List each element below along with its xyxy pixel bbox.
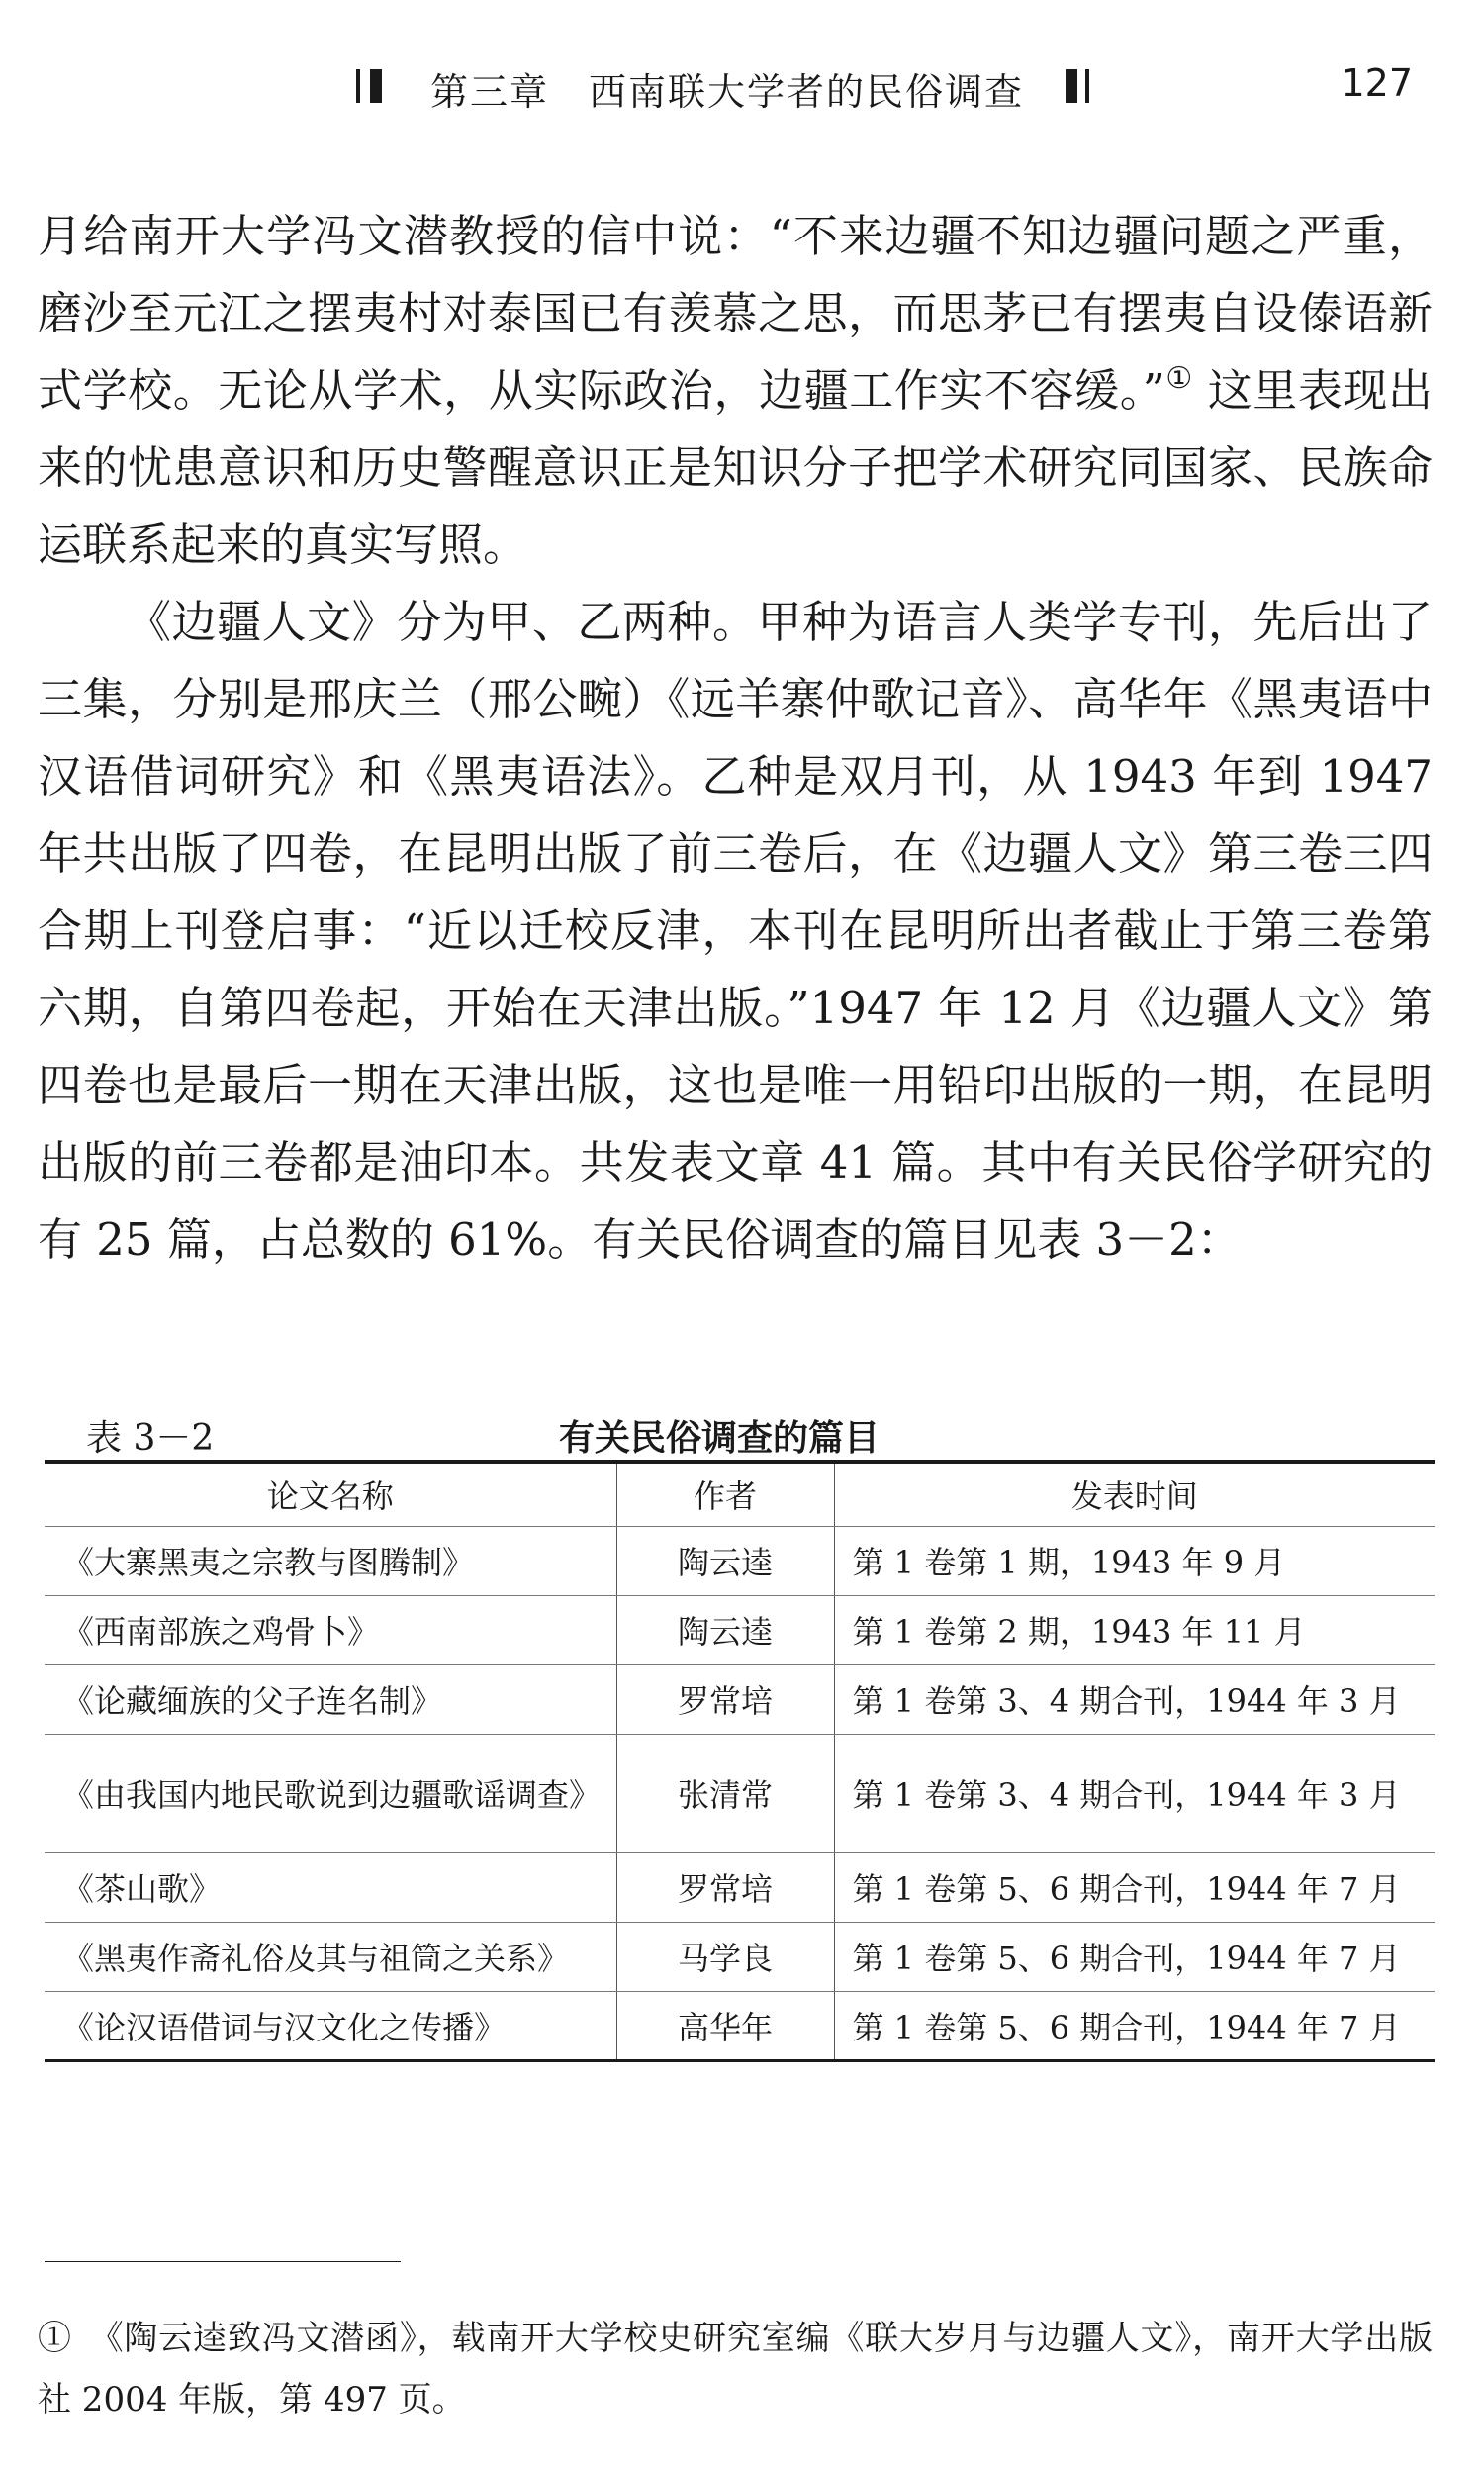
table-label: 表 3－2 bbox=[86, 1418, 215, 1459]
table-row bbox=[45, 1922, 1435, 1991]
cell-date: 第 1 卷第 5、6 期合刊，1944 年 7 月 bbox=[834, 1852, 1435, 1922]
cell-title: 《茶山歌》 bbox=[45, 1852, 616, 1922]
paragraph-1-text: 月给南开大学冯文潜教授的信中说：“不来边疆不知边疆问题之严重，磨沙至元江之摆夷村对泰国已有羡慕之思，而思茅已有摆夷自设傣语新式学校。无论从学术，从实际政治，边疆工作实不容缓。” bbox=[38, 210, 1433, 417]
chapter-title: 第三章 西南联大学者的民俗调查 bbox=[430, 70, 1025, 114]
paragraph-1-tail: 这里表现出来的忧患意识和历史警醒意识正是知识分子把学术研究同国家、民族命运联系起来的真实写照。 bbox=[38, 364, 1433, 571]
footnote-divider bbox=[45, 2261, 401, 2262]
table-row bbox=[45, 1852, 1435, 1922]
table-row bbox=[45, 1734, 1435, 1852]
footnote-reference[interactable]: ① bbox=[1164, 361, 1193, 396]
table-header-row bbox=[45, 1462, 1435, 1526]
cell-date: 第 1 卷第 5、6 期合刊，1944 年 7 月 bbox=[834, 1991, 1435, 2060]
column-header-author: 作者 bbox=[616, 1462, 834, 1526]
header-bar-thick-left bbox=[370, 69, 382, 103]
running-header bbox=[356, 51, 1425, 121]
cell-author: 马学良 bbox=[616, 1922, 834, 1991]
cell-author: 高华年 bbox=[616, 1991, 834, 2060]
cell-title: 《西南部族之鸡骨卜》 bbox=[45, 1595, 616, 1664]
cell-date: 第 1 卷第 1 期，1943 年 9 月 bbox=[834, 1526, 1435, 1595]
survey-table bbox=[45, 1460, 1435, 2062]
table-row bbox=[45, 1991, 1435, 2060]
cell-author: 陶云逵 bbox=[616, 1526, 834, 1595]
table-caption bbox=[45, 1410, 1430, 1460]
cell-title: 《大寨黑夷之宗教与图腾制》 bbox=[45, 1526, 616, 1595]
cell-date: 第 1 卷第 3、4 期合刊，1944 年 3 月 bbox=[834, 1734, 1435, 1852]
cell-title: 《黑夷作斋礼俗及其与祖筒之关系》 bbox=[45, 1922, 616, 1991]
column-header-date: 发表时间 bbox=[834, 1462, 1435, 1526]
cell-title: 《由我国内地民歌说到边疆歌谣调查》 bbox=[45, 1734, 616, 1852]
cell-title: 《论汉语借词与汉文化之传播》 bbox=[45, 1991, 616, 2060]
footnote: ① 《陶云逵致冯文潜函》，载南开大学校史研究室编《联大岁月与边疆人文》，南开大学出版社 2004 年版，第 497 页。 bbox=[38, 2319, 1433, 2420]
header-bar-thin-left bbox=[356, 69, 360, 103]
paragraph-2: 《边疆人文》分为甲、乙两种。甲种为语言人类学专刊，先后出了三集，分别是邢庆兰（邢公畹）《远羊寨仲歌记音》、高华年《黑夷语中汉语借词研究》和《黑夷语法》。乙种是双月刊，从 1943 年到 1947 年共出版了四卷，在昆明出版了前三卷后，在《边疆人文》第三卷三四合期上刊登启事：“近以迁校反津，本刊在昆明所出者截止于第三卷第六期，自第四卷起，开始在天津出版。”1947 年 12 月《边疆人文》第四卷也是最后一期在天津出版，这也是唯一用铅印出版的一期，在昆明出版的前三卷都是油印本。共发表文章 41 篇。其中有关民俗学研究的有 25 篇，占总数的 61%。有关民俗调查的篇目见表 3－2： bbox=[38, 596, 1433, 1266]
body-text bbox=[38, 198, 1433, 1279]
column-header-title: 论文名称 bbox=[45, 1462, 616, 1526]
header-bar-thin-right bbox=[1085, 69, 1089, 103]
page-number: 127 bbox=[1341, 61, 1413, 105]
table-row bbox=[45, 1595, 1435, 1664]
table-row bbox=[45, 1526, 1435, 1595]
cell-author: 罗常培 bbox=[616, 1664, 834, 1734]
cell-date: 第 1 卷第 3、4 期合刊，1944 年 3 月 bbox=[834, 1664, 1435, 1734]
header-bar-thick-right bbox=[1066, 69, 1077, 103]
cell-author: 陶云逵 bbox=[616, 1595, 834, 1664]
cell-date: 第 1 卷第 2 期，1943 年 11 月 bbox=[834, 1595, 1435, 1664]
table-title: 有关民俗调查的篇目 bbox=[559, 1418, 881, 1459]
cell-date: 第 1 卷第 5、6 期合刊，1944 年 7 月 bbox=[834, 1922, 1435, 1991]
table-row bbox=[45, 1664, 1435, 1734]
cell-author: 张清常 bbox=[616, 1734, 834, 1852]
paragraph-1 bbox=[38, 198, 1433, 584]
cell-author: 罗常培 bbox=[616, 1852, 834, 1922]
cell-title: 《论藏缅族的父子连名制》 bbox=[45, 1664, 616, 1734]
